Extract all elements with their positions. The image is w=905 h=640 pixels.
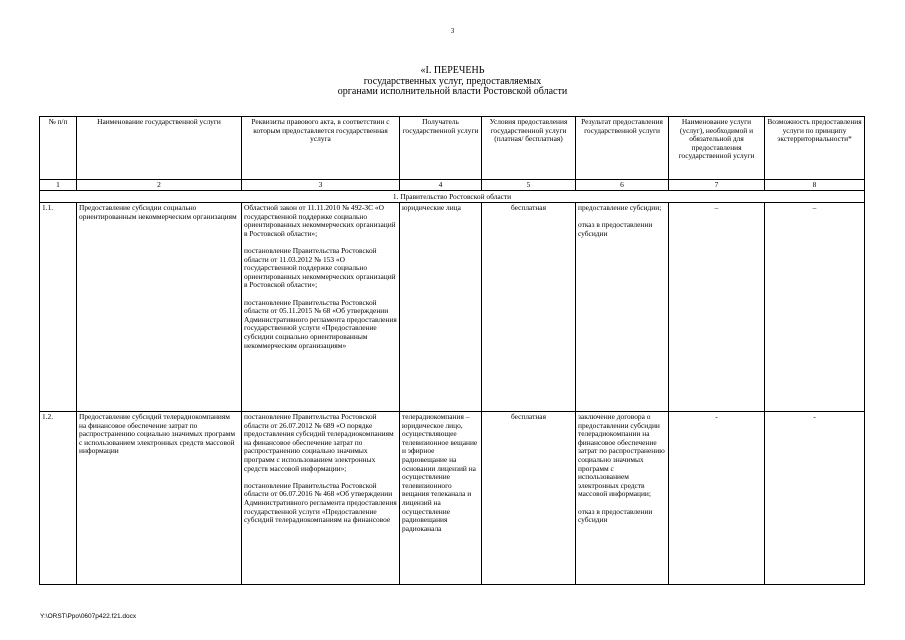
document-title xyxy=(0,66,905,98)
results xyxy=(576,203,669,412)
extraterritorial: – xyxy=(765,203,865,412)
legal-acts xyxy=(242,412,400,585)
conditions: бесплатная xyxy=(482,203,576,412)
legal-act: постановление Правительства Ростовской области от 26.07.2012 № 689 «О порядке предоставления субсидий телерадиокомпаниям на финансовое обеспечение затрат по распространению социально значимых программ с использованием электронных средств массовой информации»; xyxy=(244,412,394,473)
header-number: № п/п xyxy=(40,117,77,180)
header-required-services: Наименование услуги (услуг), необходимой и обязательной для предоставления государственной услуги xyxy=(669,117,765,180)
header-conditions: Условия предоставления государственной услуги (платная/ бесплатная) xyxy=(482,117,576,180)
results xyxy=(576,412,669,585)
file-path-footer: Y:\ORST\Ppo\0607p422.f21.docx xyxy=(40,613,137,620)
header-legal-act: Реквизиты правового акта, в соответствии с которым предоставляется государственная услуга xyxy=(242,117,400,180)
legal-act: постановление Правительства Ростовской области от 06.07.2016 № 468 «Об утверждении Административного регламента предоставления государственной услуги «Предоставление субсидий телерадиокомпаниям на финансовое xyxy=(244,480,397,525)
column-number: 5 xyxy=(482,180,576,191)
column-number: 7 xyxy=(669,180,765,191)
column-number: 6 xyxy=(576,180,669,191)
legal-acts xyxy=(242,203,400,412)
service-name: Предоставление субсидий телерадиокомпаниям на финансовое обеспечение затрат по распространению социально значимых программ с использованием электронных средств массовой информации xyxy=(77,412,242,585)
table-header-row xyxy=(40,117,865,180)
legal-act: постановление Правительства Ростовской области от 11.03.2012 № 153 «О государственной поддержке социально ориентированных некоммерческих организаций в Ростовской области»; xyxy=(244,245,396,290)
services-table xyxy=(39,116,865,585)
title-line-3: органами исполнительной власти Ростовской области xyxy=(337,86,568,97)
column-numbers-row xyxy=(40,180,865,191)
page-number: 3 xyxy=(450,27,455,35)
result-item: отказ в предоставлении субсидии xyxy=(578,506,653,525)
title-line-1: «I. ПЕРЕЧЕНЬ xyxy=(420,65,485,76)
column-number: 1 xyxy=(40,180,77,191)
conditions: бесплатная xyxy=(482,412,576,585)
table-row xyxy=(40,412,865,585)
table-row xyxy=(40,203,865,412)
result-item: заключение договора о предоставлении субсидии телерадиокомпании на финансовое обеспечение затрат по распространению социально значимых программ с использованием электронных средств массовой информации; xyxy=(578,412,665,499)
column-number: 2 xyxy=(77,180,242,191)
recipient: телерадиокомпания – юридическое лицо, осуществляющее телевизионное вещание и эфирное радиовещание на основании лицензий на осуществление телевизионного вещания телеканала и лицензий на осуществление радиовещания радиоканала xyxy=(400,412,482,585)
column-number: 8 xyxy=(765,180,865,191)
legal-act: Областной закон от 11.11.2010 № 492-ЗС «О государственной поддержке социально ориентированных некоммерческих организаций в Ростовской области»; xyxy=(244,203,396,238)
required-services: – xyxy=(669,203,765,412)
extraterritorial: - xyxy=(765,412,865,585)
header-result: Результат предоставления государственной услуги xyxy=(576,117,669,180)
required-services: - xyxy=(669,412,765,585)
header-extraterritorial: Возможность предоставления услуги по принципу экстерриториальности* xyxy=(765,117,865,180)
service-name: Предоставление субсидии социально ориентированным некоммерческим организациям xyxy=(77,203,242,412)
title-line-2: государственных услуг, предоставляемых xyxy=(363,75,542,87)
legal-act: постановление Правительства Ростовской области от 05.11.2015 № 68 «Об утверждении Административного регламента предоставления государственной услуги «Предоставление субсидии социально ориентированным некоммерческим организациям» xyxy=(244,297,397,350)
row-number: 1.2. xyxy=(40,412,77,585)
column-number: 3 xyxy=(242,180,400,191)
header-service-name: Наименование государственной услуги xyxy=(77,117,242,180)
recipient: юридические лица xyxy=(400,203,482,412)
section-title: 1. Правительство Ростовской области xyxy=(40,191,865,203)
section-row xyxy=(40,191,865,203)
row-number: 1.1. xyxy=(40,203,77,412)
result-item: предоставление субсидии; xyxy=(578,203,662,212)
result-item: отказ в предоставлении субсидии xyxy=(578,220,653,238)
header-recipient: Получатель государственной услуги xyxy=(400,117,482,180)
column-number: 4 xyxy=(400,180,482,191)
